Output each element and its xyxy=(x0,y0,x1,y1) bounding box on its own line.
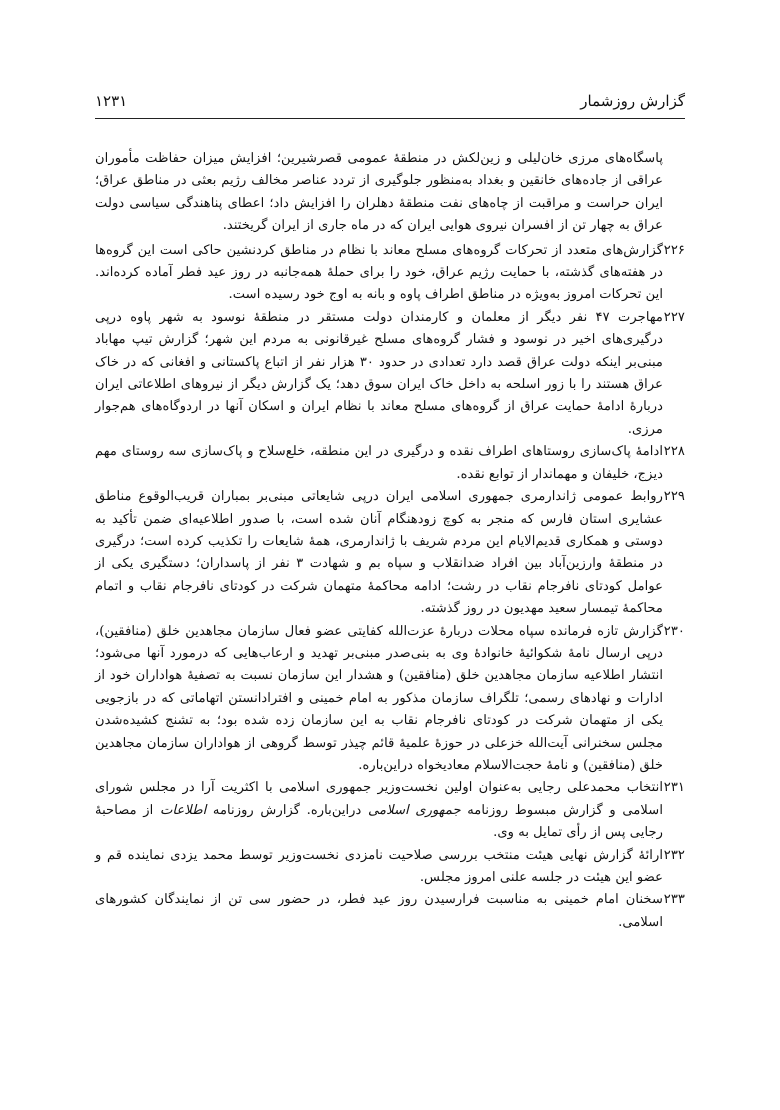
continued-paragraph: پاسگاه‌های مرزی خان‌لیلی و زین‌لکش در منطقهٔ عمومی قصرشیرین؛ افزایش میزان حفاظت مأموران عراقی از جاده‌های خانقین و بغداد به‌منظور جلوگیری از تردد عناصر مخالف رژیم بعثی در مناطق عراق؛ ایران حراست و مراقبت از چاه‌های نفت منطقهٔ دهلران را افزایش داد؛ اعطای پناهندگی سیاسی دولت عراق به چهار تن از افسران نیروی هوایی ایران که در ماه جاری از ایران گریختند. xyxy=(95,151,663,234)
entry-227 xyxy=(95,307,685,441)
newspaper-name: جمهوری اسلامی xyxy=(368,802,461,818)
entry-233 xyxy=(95,889,685,934)
entry-text: ارائهٔ گزارش نهایی هیئت منتخب بررسی صلاحیت نامزدی نخست‌وزیر توسط محمد یزدی نماینده قم و عضو این هیئت در جلسه علنی امروز مجلس. xyxy=(95,847,663,885)
entry-text-part: از مصاحبهٔ رجایی پس از رأی تمایل به وی. xyxy=(95,802,663,841)
header-title: گزارش روزشمار xyxy=(580,92,685,110)
entry-229 xyxy=(95,486,685,620)
entry-text: مهاجرت ۴۷ نفر دیگر از معلمان و کارمندان دولت مستقر در منطقهٔ نوسود به شهر پاوه درپی درگیری‌های اخیر در نوسود و فشار گروه‌های مسلح غیرقانونی به مردم این شهر؛ گزارش تیپ مهاباد مبنی‌بر اینکه دولت عراق قصد دارد تعدادی در حدود ۳۰ هزار نفر از اتباع پاکستانی و افغانی که در خاک عراق هستند را با زور اسلحه به داخل خاک ایران سوق دهد؛ یک گزارش دیگر از نیروهای اطلاعاتی ایران دربارهٔ ادامهٔ حمایت عراق از گروه‌های مسلح معاند با نظام ایران و اسکان آنها در اردوگاه‌های هم‌جوار مرزی. xyxy=(95,309,663,437)
entry-232 xyxy=(95,845,685,890)
entry-number: ۲۲۹ xyxy=(663,489,685,505)
entry-226 xyxy=(95,240,685,307)
entry-text-part: دراین‌باره. گزارش روزنامه xyxy=(212,802,362,818)
entry-number: ۲۳۰ xyxy=(663,623,685,639)
newspaper-name: اطلاعات xyxy=(159,802,207,818)
entry-text xyxy=(95,777,663,844)
page-number: ۱۲۳۱ xyxy=(95,92,128,110)
entry-text: گزارش‌های متعدد از تحرکات گروه‌های مسلح معاند با نظام در مناطق کردنشین حاکی است این گروه‌ها در هفته‌های گذشته، با حمایت رژیم عراق، خود را برای حملهٔ همه‌جانبه در روز عید فطر آماده کرده‌اند. این تحرکات امروز به‌ویژه در مناطق اطراف پاوه و بانه به اوج خود رسیده است. xyxy=(95,242,663,303)
entry-text: روابط عمومی ژاندارمری جمهوری اسلامی ایران درپی شایعاتی مبنی‌بر بمباران قریب‌الوقوع مناطق عشایری استان فارس که منجر به کوچ زودهنگام آنان شده است، با صدور اطلاعیه‌ای ضمن تأکید به دوستی و همکاری قدیم‌الایام این مردم شریف با ژاندارمری، همهٔ شایعات را تکذیب کرده است؛ درگیری در منطقهٔ وارزین‌آباد بین افراد ضدانقلاب و سپاه بم و شهادت ۳ نفر از پاسداران؛ دستگیری یکی از عوامل کودتای نافرجام نقاب در رشت؛ ادامه محاکمهٔ متهمان شرکت در کودتای نافرجام نقاب و اتمام محاکمهٔ تیمسار سعید مهدیون در روز گذشته. xyxy=(95,489,664,617)
entry-number: ۲۲۸ xyxy=(663,444,685,460)
entry-text-part: انتخاب محمدعلی رجایی به‌عنوان اولین نخست‌وزیر جمهوری اسلامی با اکثریت آرا در مجلس شورای اسلامی و گزارش مبسوط روزنامه xyxy=(95,780,663,818)
entry-text: گزارش تازه فرمانده سپاه محلات دربارهٔ عزت‌الله کفایتی عضو فعال سازمان مجاهدین خلق (منافقین)، درپی ارسال نامهٔ شکوائیهٔ خانوادهٔ وی به بنی‌صدر مبنی‌بر تهدید و ارعاب‌هایی که درمورد آنها می‌شود؛ انتشار اطلاعیه سازمان مجاهدین خلق (منافقین) و هشدار این سازمان نسبت به تصفیهٔ هواداران خود از ادارات و نهادهای رسمی؛ تلگراف سازمان مذکور به امام خمینی و افترادانستن اتهاماتی که در بازجویی یکی از متهمان شرکت در کودتای نافرجام نقاب به این سازمان زده شده بود؛ به تشنج کشیده‌شدن مجلس سخنرانی آیت‌الله خزعلی در حوزهٔ علمیهٔ قائم چیذر توسط گروهی از هواداران سازمان مجاهدین خلق (منافقین) و نامهٔ حجت‌الاسلام معادیخواه دراین‌باره. xyxy=(95,623,663,773)
entry-231 xyxy=(95,777,685,844)
entry-number: ۲۲۶ xyxy=(663,242,685,258)
entry-number: ۲۳۱ xyxy=(663,780,685,796)
entry-228 xyxy=(95,441,685,486)
entry-number: ۲۲۷ xyxy=(663,309,685,325)
entry-number: ۲۳۲ xyxy=(663,847,685,863)
entry-text: سخنان امام خمینی به مناسبت فرارسیدن روز عید فطر، در حضور سی تن از نمایندگان کشورهای اسلامی. xyxy=(95,892,663,930)
document-body xyxy=(95,148,685,934)
entry-number: ۲۳۳ xyxy=(663,892,685,908)
entry-text: ادامهٔ پاک‌سازی روستاهای اطراف نقده و درگیری در این منطقه، خلع‌سلاح و پاک‌سازی سه روستای مهم دیزج، خلیفان و مهماندار از توابع نقده. xyxy=(95,444,663,482)
entry-230 xyxy=(95,621,685,778)
running-header xyxy=(95,92,685,119)
